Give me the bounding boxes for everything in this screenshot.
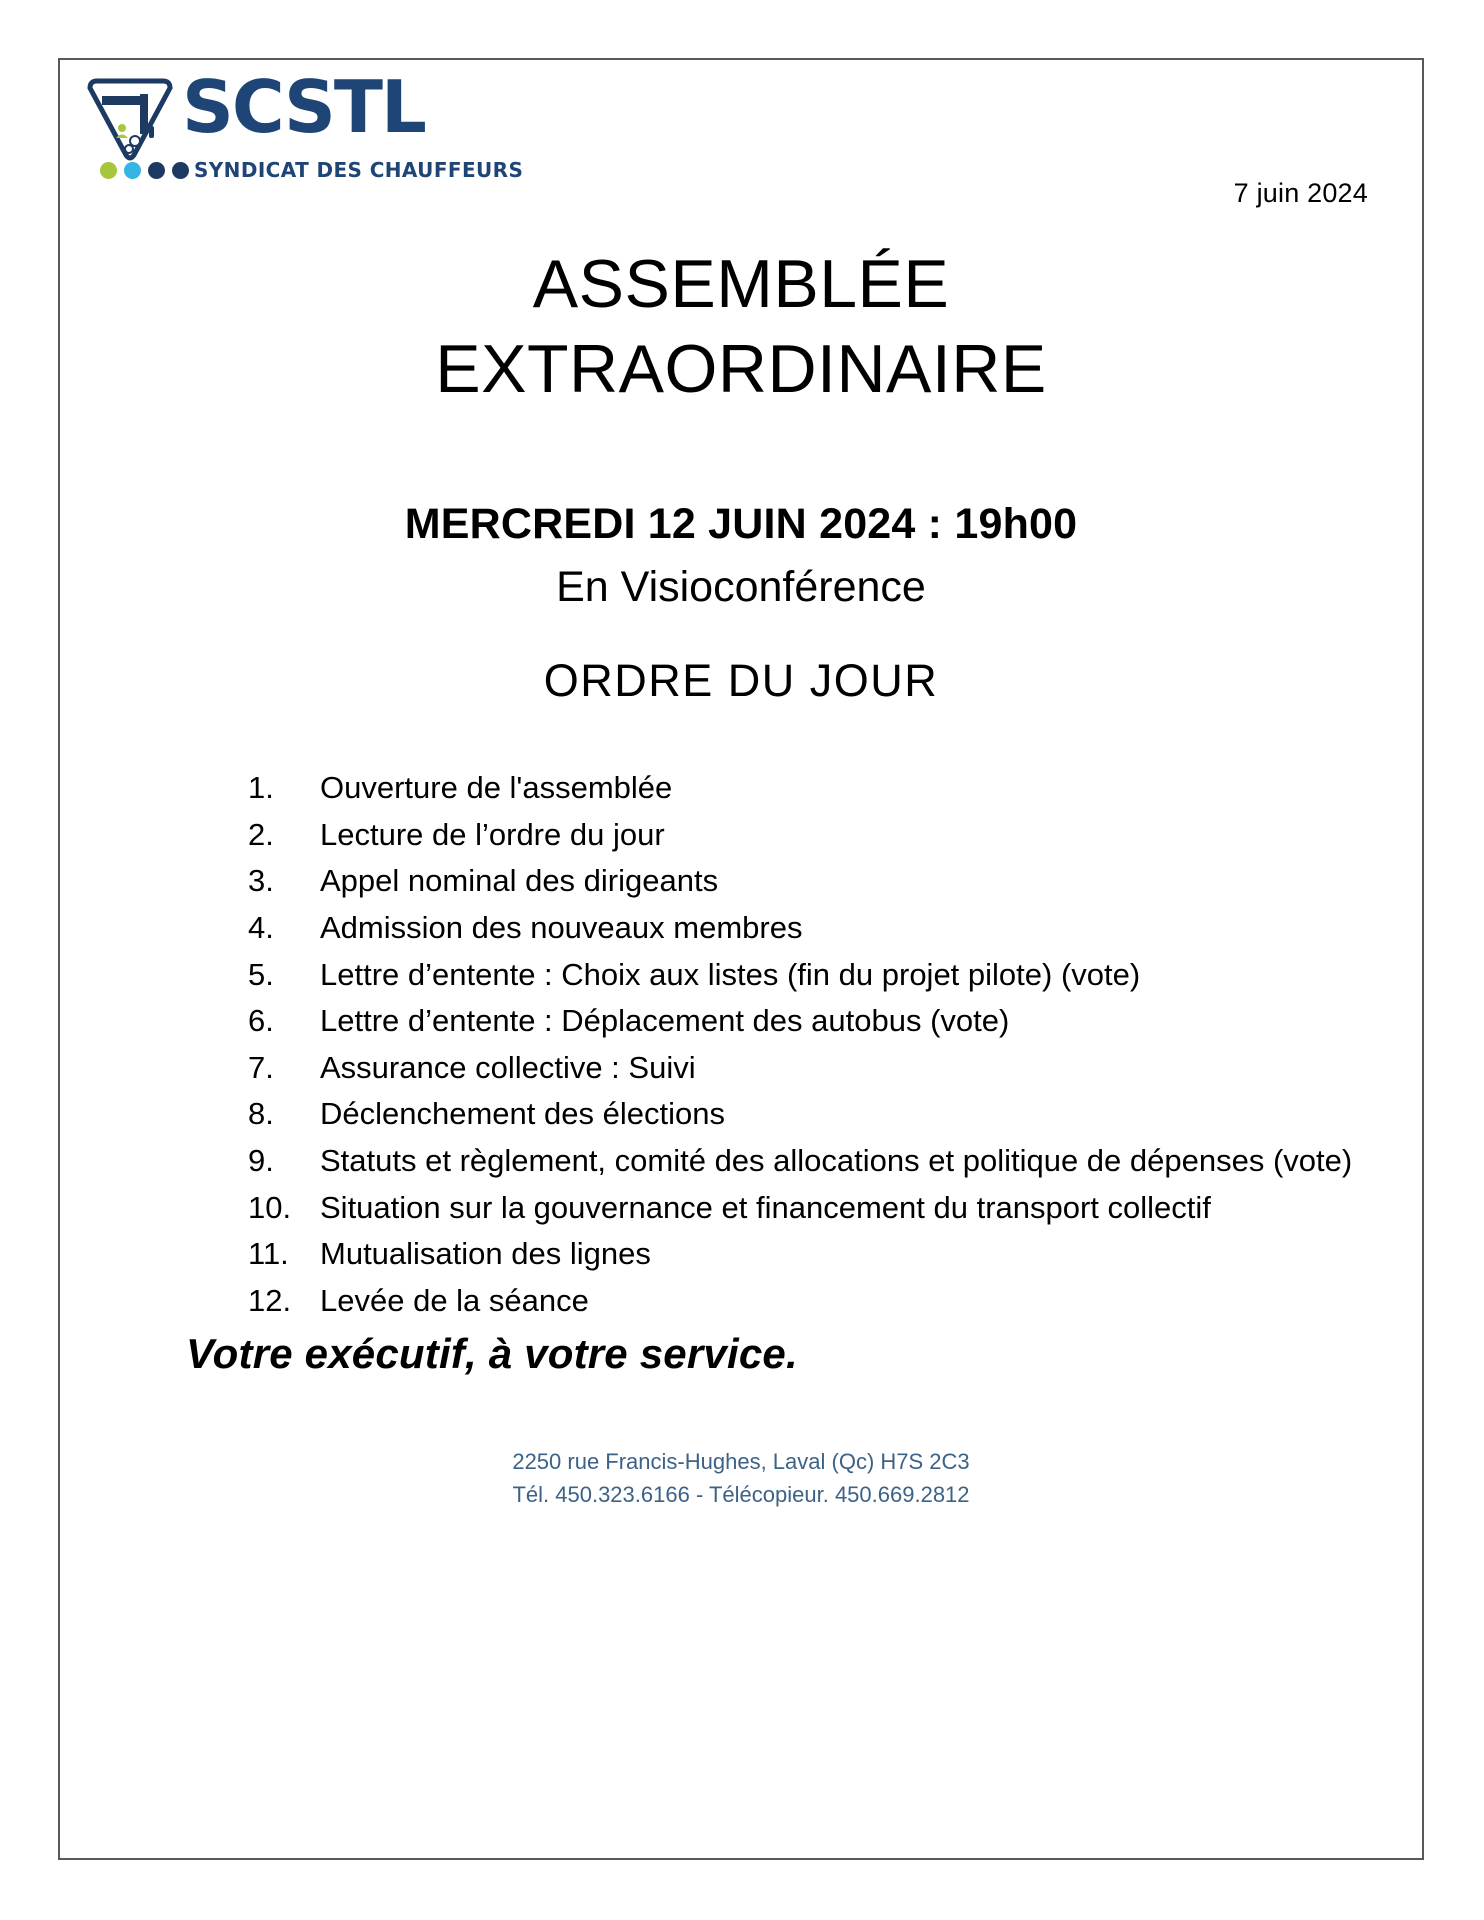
document-title [60, 242, 1422, 412]
agenda-item [248, 859, 1368, 904]
agenda-item-label: Lettre d’entente : Choix aux listes (fin du projet pilote) (vote) [320, 956, 1141, 992]
agenda-item [248, 906, 1368, 951]
dot-navy-icon-2 [172, 162, 189, 179]
dot-navy-icon-1 [148, 162, 165, 179]
title-line-2: EXTRAORDINAIRE [435, 331, 1047, 407]
agenda-item [248, 1186, 1368, 1231]
agenda-item [248, 1279, 1368, 1324]
title-line-1: ASSEMBLÉE [532, 246, 950, 322]
document-date: 7 juin 2024 [1233, 178, 1368, 208]
footer [60, 1445, 1422, 1511]
agenda-item-label: Lecture de l’ordre du jour [320, 816, 665, 852]
agenda-item-label: Déclenchement des élections [320, 1096, 725, 1132]
brand-tagline: SYNDICAT DES CHAUFFEURS [194, 158, 524, 182]
agenda-item-number: 6. [248, 1003, 274, 1039]
agenda-item-label: Assurance collective : Suivi [320, 1049, 696, 1085]
meeting-datetime: MERCREDI 12 JUIN 2024 : 19h00 [404, 500, 1078, 548]
agenda-item-label: Mutualisation des lignes [320, 1236, 651, 1272]
agenda-item-number: 7. [248, 1049, 274, 1085]
meeting-location: En Visioconférence [556, 563, 926, 611]
agenda-item [248, 1139, 1368, 1184]
agenda-item-label: Situation sur la gouvernance et financement du transport collectif [320, 1189, 1211, 1225]
agenda-item-label: Appel nominal des dirigeants [320, 863, 719, 899]
agenda-item-number: 8. [248, 1096, 274, 1132]
agenda-item [248, 1232, 1368, 1277]
document-page [58, 58, 1424, 1860]
logo [82, 65, 442, 164]
agenda-item-label: Lettre d’entente : Déplacement des autobus (vote) [320, 1003, 1010, 1039]
agenda-item-label: Levée de la séance [320, 1282, 589, 1318]
agenda-list [208, 766, 1368, 1326]
agenda-item [248, 999, 1368, 1044]
funnel-bus-icon [82, 76, 178, 164]
footer-contact: Tél. 450.323.6166 - Télécopieur. 450.669.2812 [512, 1482, 970, 1507]
agenda-item [248, 813, 1368, 858]
footer-address: 2250 rue Francis-Hughes, Laval (Qc) H7S 2C3 [512, 1449, 970, 1474]
agenda-item-number: 11. [248, 1236, 289, 1272]
meeting-details [60, 500, 1422, 612]
dot-green-icon [100, 162, 117, 179]
brand-wordmark: SCSTL [182, 65, 425, 149]
agenda-item-number: 2. [248, 816, 274, 852]
agenda-item [248, 766, 1368, 811]
agenda-item-number: 1. [248, 770, 274, 805]
agenda-item [248, 953, 1368, 998]
agenda-item-number: 12. [248, 1282, 292, 1318]
agenda-item-label: Ouverture de l'assemblée [320, 770, 673, 805]
agenda-item-number: 5. [248, 956, 274, 992]
agenda-item-label: Statuts et règlement, comité des allocations et politique de dépenses (vote) [320, 1143, 1353, 1178]
signoff-text: Votre exécutif, à votre service. [186, 1330, 798, 1377]
agenda-item-number: 9. [248, 1143, 274, 1178]
agenda-item [248, 1046, 1368, 1091]
agenda-item [248, 1092, 1368, 1137]
agenda-item-number: 10. [248, 1189, 292, 1225]
letterhead [82, 65, 524, 192]
agenda-item-number: 3. [248, 863, 274, 899]
agenda-item-label: Admission des nouveaux membres [320, 909, 803, 945]
dot-cyan-icon [124, 162, 141, 179]
agenda-item-number: 4. [248, 909, 274, 945]
agenda-heading: ORDRE DU JOUR [543, 655, 939, 706]
